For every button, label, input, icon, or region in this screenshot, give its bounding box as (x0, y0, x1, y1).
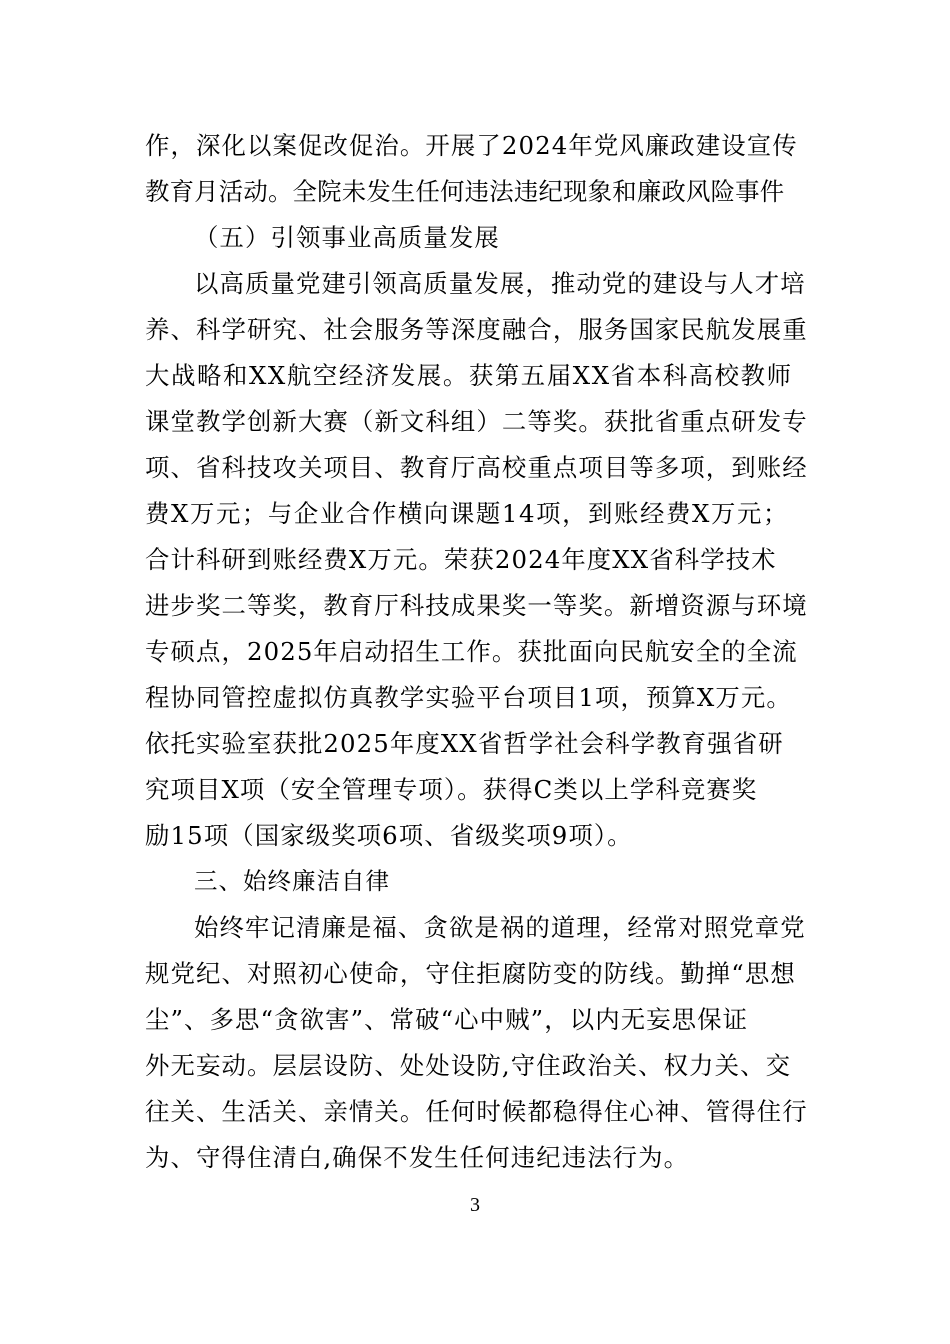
text-line: 专硕点，2025年启动招生工作。获批面向民航安全的全流 (145, 637, 798, 666)
text-line: 养、科学研究、社会服务等深度融合，服务国家民航发展重 (145, 315, 808, 344)
text-line: 励15项（国家级奖项6项、省级奖项9项）。 (145, 821, 633, 850)
text-line: 尘”、多思“贪欲害”、常破“心中贼”，以内无妄思保证 (145, 1005, 749, 1034)
section-heading: 三、始终廉洁自律 (194, 867, 390, 895)
text-line: 课堂教学创新大赛（新文科组）二等奖。获批省重点研发专 (145, 407, 808, 436)
text-line: 往关、生活关、亲情关。任何时候都稳得住心神、管得住行 (145, 1097, 808, 1126)
text-line: 合计科研到账经费X万元。荣获2024年度XX省科学技术 (145, 545, 777, 574)
text-line: 为、守得住清白,确保不发生任何违纪违法行为。 (145, 1143, 690, 1172)
text-line: 依托实验室获批2025年度XX省哲学社会科学教育强省研 (145, 729, 784, 758)
text-line: 规党纪、对照初心使命，守住拒腐防变的防线。勤掸“思想 (145, 959, 796, 988)
text-line: 作，深化以案促改促治。开展了2024年党风廉政建设宣传 (145, 131, 798, 160)
paragraph-first-line: 始终牢记清廉是福、贪欲是祸的道理，经常对照党章党 (194, 913, 806, 942)
page-number: 3 (470, 1194, 480, 1216)
text-line: 费X万元；与企业合作横向课题14项，到账经费X万元； (145, 499, 789, 528)
paragraph-first-line: 以高质量党建引领高质量发展，推动党的建设与人才培 (194, 269, 806, 298)
text-line: 外无妄动。层层设防、处处设防,守住政治关、权力关、交 (145, 1051, 792, 1080)
section-subheading: （五）引领事业高质量发展 (194, 223, 500, 252)
text-line: 教育月活动。全院未发生任何违法违纪现象和廉政风险事件 (145, 177, 785, 206)
text-line: 究项目X项（安全管理专项）。获得C类以上学科竞赛奖 (145, 775, 758, 804)
text-line: 进步奖二等奖，教育厅科技成果奖一等奖。新增资源与环境 (145, 591, 808, 620)
text-line: 大战略和XX航空经济发展。获第五届XX省本科高校教师 (145, 361, 793, 390)
text-line: 项、省科技攻关项目、教育厅高校重点项目等多项，到账经 (145, 453, 808, 482)
text-line: 程协同管控虚拟仿真教学实验平台项目1项，预算X万元。 (145, 683, 792, 712)
